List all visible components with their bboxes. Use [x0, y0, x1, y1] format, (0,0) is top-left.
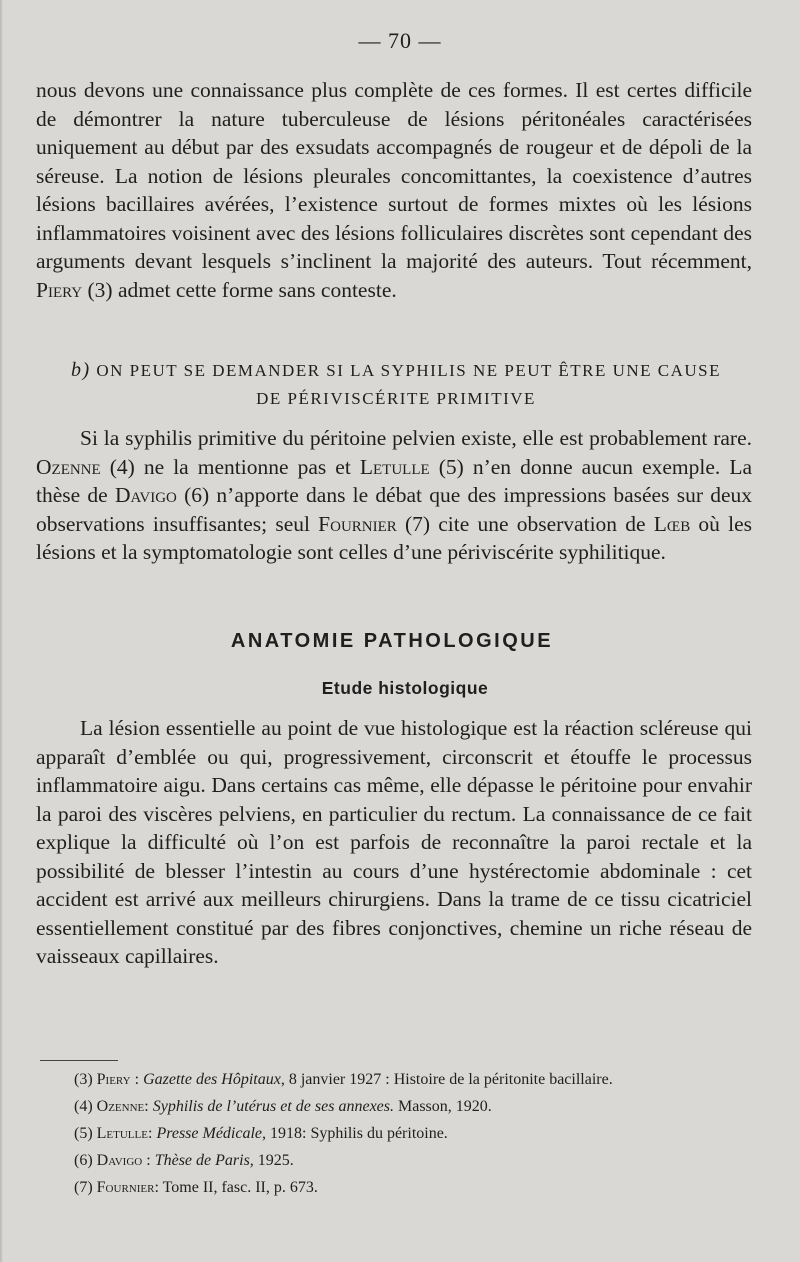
- paragraph-histology: La lésion essentielle au point de vue histologique est la réaction scléreuse qui apparaît d’emblée ou qui, progressivement, circonscrit et étouffe le processus inflammatoire aigu. Dans certains cas même, elle dépasse le péritoine pour envahir la paroi des viscères pelviens, en particulier du rectum. La connaissance de ce fait explique la difficulté où l’on est parfois de reconnaître la paroi rectale et la possibilité de blesser l’intestin au cours d’une hystérectomie abdominale : cet accident est arrivé aux meilleurs chirurgiens. Dans la trame de ce tissu cicatriciel essentiellement constitué par des fibres conjonctives, chemine un riche réseau de vaisseaux capillaires.: [36, 716, 752, 968]
- section-letter: b): [70, 359, 91, 381]
- footnote-rest: 1918: Syphilis du péritoine.: [266, 1125, 448, 1142]
- para2-text-6: où les lésions et la symptomatologie sont celles d’une périviscérite syphilitique.: [36, 511, 752, 564]
- para2-text-3: (5) n’en donne aucun exemple. La thèse de: [36, 454, 752, 507]
- footnote: [74, 1120, 754, 1147]
- footnote-rest: Masson, 1920.: [394, 1098, 492, 1115]
- paragraph-syphilis: [36, 424, 752, 567]
- footnote: [74, 1066, 754, 1093]
- heading-etude-histologique: Etude histologique: [321, 678, 489, 698]
- para1-text-a: nous devons une connaissance plus complète de ces formes. Il est certes difficile de démontrer la nature tuberculeuse de lésions péritonéales caractérisées uniquement au début par des exsudats accompagnés de rougeur et de dépoli de la séreuse. La notion de lésions pleurales concomittantes, la coexistence d’autres lésions bacillaires avérées, l’existence surtout de formes mixtes où les lésions inflammatoires voisinent avec des lésions folliculaires discrètes sont cependant des arguments devant lesquels s’inclinent la majorité des auteurs. Tout récemment,: [36, 78, 752, 273]
- footnote-author: Ozenne: [96, 1098, 145, 1115]
- footnote-number: (5): [74, 1125, 93, 1142]
- author-davigo: Davigo: [114, 483, 177, 507]
- author-loeb: Lœb: [653, 511, 691, 536]
- page-number: — 70 —: [358, 28, 442, 53]
- author-piery: Piery: [36, 277, 83, 302]
- footnote: [74, 1093, 754, 1120]
- footnote-sep: :: [147, 1125, 157, 1142]
- footnote-source: Syphilis de l’utérus et de ses annexes.: [152, 1098, 394, 1115]
- footnote-sep: :: [144, 1098, 153, 1115]
- footnote-sep: :: [154, 1179, 163, 1196]
- footnote-author: Fournier: [96, 1179, 155, 1196]
- section-heading-line1: ON PEUT SE DEMANDER SI LA SYPHILIS NE PEUT ÊTRE UNE CAUSE: [96, 361, 722, 380]
- footnote-author: Davigo: [96, 1152, 143, 1169]
- footnote: [74, 1174, 754, 1201]
- footnote-rest: 8 janvier 1927 : Histoire de la péritonite bacillaire.: [284, 1071, 613, 1088]
- footnote-author: Letulle: [96, 1125, 148, 1142]
- section-heading-b: [56, 356, 736, 413]
- footnote-source: Gazette des Hôpitaux,: [143, 1071, 285, 1088]
- section-heading-line2: DE PÉRIVISCÉRITE PRIMITIVE: [256, 389, 536, 408]
- author-fournier: Fournier: [318, 511, 397, 536]
- footnote-rest: 1925.: [253, 1152, 294, 1169]
- paragraph-tuberculosis: [36, 76, 752, 304]
- footnote-sep: :: [130, 1071, 144, 1088]
- footnote-source: Presse Médicale,: [156, 1125, 267, 1142]
- footnote-number: (3): [74, 1071, 93, 1088]
- footnote-source: Thèse de Paris,: [154, 1152, 254, 1169]
- para2-text-5: (7) cite une observation de: [396, 511, 654, 536]
- footnote-rule: [40, 1060, 118, 1061]
- para1-text-b: (3) admet cette forme sans conteste.: [82, 277, 397, 302]
- footnote-number: (6): [74, 1152, 93, 1169]
- footnote-sep: :: [142, 1152, 155, 1169]
- footnote-rest: Tome II, fasc. II, p. 673.: [162, 1179, 318, 1196]
- para2-text-1: Si la syphilis primitive du péritoine pelvien existe, elle est probablement rare.: [80, 426, 752, 450]
- footnote-number: (7): [74, 1179, 93, 1196]
- para2-text-2: (4) ne la mentionne pas et: [100, 454, 360, 479]
- heading-anatomie-pathologique: ANATOMIE PATHOLOGIQUE: [230, 630, 554, 652]
- author-ozenne: Ozenne: [36, 454, 101, 479]
- footnote: [74, 1147, 754, 1174]
- footnotes: [74, 1066, 754, 1201]
- footnote-number: (4): [74, 1098, 93, 1115]
- para2-text-4: (6) n’apporte dans le débat que des impressions basées sur deux observations insuffisantes; seul: [36, 483, 753, 536]
- author-letulle: Letulle: [359, 454, 430, 479]
- footnote-author: Piery: [96, 1071, 131, 1088]
